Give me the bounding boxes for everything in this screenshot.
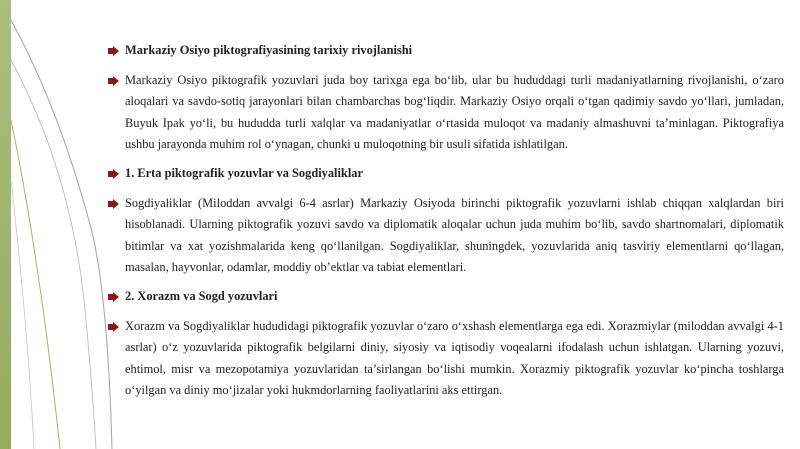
arrow-bullet-icon (108, 169, 119, 179)
heading-text: 1. Erta piktografik yozuvlar va Sogdiyaliklar (125, 166, 363, 181)
paragraph-text: Sogdiyaliklar (Miloddan avvalgi 6-4 asrlar) Markaziy Osiyoda birinchi piktografik yozuvlarni ishlab chiqqan xalqlardan biri hisoblanadi. Ularning piktografik yozuvi savdo va diplomatik aloqalar uchun juda muhim bo‘lib, savdo shartnomalari, diplomatik bitimlar va xat yozishmalarida keng qo‘llanilgan. Sogdiyaliklar, shuningdek, yozuvlarida aniq tasviriy elementlarni qo‘llagan, masalan, hayvonlar, odamlar, moddiy ob’ektlar va tabiat elementlari. (125, 196, 784, 274)
arrow-bullet-icon (108, 76, 119, 86)
arrow-bullet-icon (108, 199, 119, 209)
section-heading (108, 163, 784, 184)
heading-text: Markaziy Osiyo piktografiyasining tarixiy rivojlanishi (125, 43, 413, 57)
arrow-bullet-icon (108, 292, 119, 302)
bullet-list (108, 40, 784, 409)
section-heading (108, 40, 784, 61)
arrow-bullet-icon (108, 322, 119, 332)
heading-text: 2. Xorazm va Sogd yozuvlari (125, 289, 278, 304)
section-heading (108, 286, 784, 307)
body-paragraph (108, 70, 784, 155)
arrow-bullet-icon (108, 46, 119, 56)
paragraph-text: Xorazm va Sogdiyaliklar hududidagi piktografik yozuvlar o‘zaro o‘xshash elementlarga ega edi. Xorazmiylar (miloddan avvalgi 4-1 asrlar) o‘z yozuvlarida piktografik belgilarni diniy, siyosiy va iqtisodiy voqealarni ifodalash uchun ishlatgan. Ularning yozuvi, ehtimol, misr va mezopotamiya yozuvlaridan ta’sirlangan bo‘lishi mumkin. Xorazmiy piktografik yozuvlar ko‘pincha toshlarga o‘yilgan va diniy mo‘jizalar yoki hukmdorlarning faoliyatlarini aks ettirgan. (125, 319, 784, 397)
body-paragraph (108, 193, 784, 278)
paragraph-text: Markaziy Osiyo piktografik yozuvlari juda boy tarixga ega bo‘lib, ular bu hududdagi turli madaniyatlarning rivojlanishi, o‘zaro aloqalari va savdo-sotiq jarayonlari bilan chambarchas bog‘liqdir. Markaziy Osiyo orqali o‘tgan qadimiy savdo yo‘llari, jumladan, Buyuk Ipak yo‘li, bu hududda turli xalqlar va madaniyatlar o‘rtasida muloqot va madaniy almashuvni ta’minlagan. Piktografiya ushbu jarayonda muhim rol o‘ynagan, chunki u muloqotning bir usuli sifatida ishlatilgan. (125, 73, 784, 151)
body-paragraph (108, 316, 784, 401)
